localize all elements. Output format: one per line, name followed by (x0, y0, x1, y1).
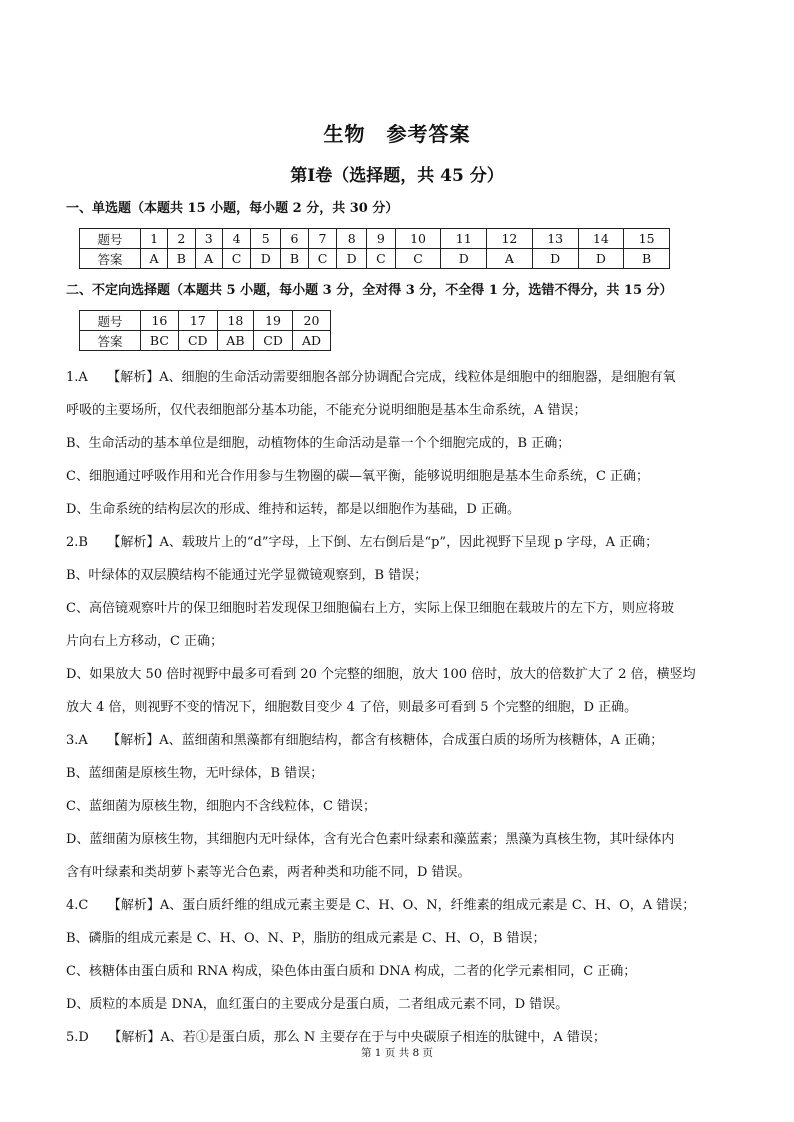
question-number: 17 (178, 311, 217, 331)
question-number: 15 (624, 229, 670, 249)
answer-cell: C (222, 249, 251, 269)
explanation-line: C、高倍镜观察叶片的保卫细胞时若发现保卫细胞偏右上方，实际上保卫细胞在载玻片的左下方，则应将玻 (66, 601, 674, 616)
question-number-row (80, 311, 331, 331)
explanation-line: B、磷脂的组成元素是 C、H、O、N、P，脂肪的组成元素是 C、H、O，B 错误； (66, 931, 546, 946)
answer-cell: B (624, 249, 670, 269)
page-footer: 第 1 页 共 8 页 (360, 1047, 434, 1059)
section-title: 第Ⅰ卷（选择题，共 45 分） (290, 166, 504, 186)
question-number: 9 (367, 229, 396, 249)
explanation-line: 呼吸的主要场所，仅代表细胞部分基本功能，不能充分说明细胞是基本生命系统，A 错误； (66, 403, 587, 418)
answer-cell: C (395, 249, 441, 269)
question-number: 12 (487, 229, 533, 249)
answer-cell: D (441, 249, 487, 269)
question-number: 4 (222, 229, 251, 249)
question-number: 5 (251, 229, 281, 249)
explanation-line: 5.D 【解析】A、若①是蛋白质，那么 N 主要存在于与中央碳原子相连的肽键中，A 错误； (66, 1030, 606, 1045)
multiple-choice-answer-table (79, 310, 331, 351)
row-label: 题号 (80, 229, 141, 249)
answer-cell: D (337, 249, 367, 269)
question-number: 3 (195, 229, 222, 249)
explanation-body (66, 361, 731, 1054)
answer-cell: A (487, 249, 533, 269)
question-number: 2 (168, 229, 196, 249)
answer-cell: CD (254, 331, 293, 351)
explanation-line: 3.A 【解析】A、蓝细菌和黑藻都有细胞结构，都含有核糖体，合成蛋白质的场所为核糖体，A 正确； (66, 733, 664, 748)
answer-cell: D (532, 249, 578, 269)
question-number: 1 (141, 229, 168, 249)
explanation-line: 片向右上方移动，C 正确； (66, 634, 224, 649)
question-number: 8 (337, 229, 367, 249)
question-number: 19 (254, 311, 293, 331)
explanation-line: D、质粒的本质是 DNA，血红蛋白的主要成分是蛋白质，二者组成元素不同，D 错误。 (66, 997, 569, 1012)
answer-cell: A (195, 249, 222, 269)
row-label: 题号 (80, 311, 141, 331)
explanation-line: 4.C 【解析】A、蛋白质纤维的组成元素主要是 C、H、O、N，纤维素的组成元素是 C、H、O，A 错误； (66, 898, 696, 913)
multiple-choice-heading: 二、不定向选择题（本题共 5 小题，每小题 3 分，全对得 3 分，不全得 1 分，选错不得分，共 15 分） (66, 283, 673, 298)
explanation-line: D、蓝细菌为原核生物，其细胞内无叶绿体，含有光合色素叶绿素和藻蓝素；黑藻为真核生物，其叶绿体内 (66, 832, 675, 847)
answer-cell: CD (178, 331, 217, 351)
single-choice-heading: 一、单选题（本题共 15 小题，每小题 2 分，共 30 分） (66, 201, 399, 216)
answer-row (80, 331, 331, 351)
answer-cell: AD (293, 331, 331, 351)
explanation-line: D、生命系统的结构层次的形成、维持和运转，都是以细胞作为基础，D 正确。 (66, 502, 520, 517)
question-number: 13 (532, 229, 578, 249)
explanation-line: D、如果放大 50 倍时视野中最多可看到 20 个完整的细胞，放大 100 倍时，放大的倍数扩大了 2 倍，横竖均 (66, 667, 696, 682)
answer-cell: BC (141, 331, 179, 351)
answer-cell: C (367, 249, 396, 269)
answer-cell: B (168, 249, 196, 269)
question-number: 7 (308, 229, 337, 249)
explanation-line: 2.B 【解析】A、载玻片上的“d”字母，上下倒、左右倒后是“p”，因此视野下呈现 p 字母，A 正确； (66, 535, 659, 550)
explanation-line: C、核糖体由蛋白质和 RNA 构成，染色体由蛋白质和 DNA 构成，二者的化学元素相同，C 正确； (66, 964, 637, 979)
question-number: 10 (395, 229, 441, 249)
question-number-row (80, 229, 670, 249)
question-number: 11 (441, 229, 487, 249)
answer-cell: D (251, 249, 281, 269)
row-label: 答案 (80, 331, 141, 351)
explanation-line: 1.A 【解析】A、细胞的生命活动需要细胞各部分协调配合完成，线粒体是细胞中的细胞器，是细胞有氧 (66, 370, 676, 385)
question-number: 14 (578, 229, 624, 249)
answer-row (80, 249, 670, 269)
explanation-line: 放大 4 倍，则视野不变的情况下，细胞数目变少 4 了倍，则最多可看到 5 个完整的细胞，D 正确。 (66, 700, 638, 715)
question-number: 18 (217, 311, 253, 331)
answer-cell: B (281, 249, 309, 269)
single-choice-answer-table (79, 228, 670, 269)
answer-cell: AB (217, 331, 253, 351)
question-number: 16 (141, 311, 179, 331)
row-label: 答案 (80, 249, 141, 269)
question-number: 6 (281, 229, 309, 249)
explanation-line: B、生命活动的基本单位是细胞，动植物体的生命活动是靠一个个细胞完成的，B 正确； (66, 436, 571, 451)
answer-cell: C (308, 249, 337, 269)
answer-cell: A (141, 249, 168, 269)
explanation-line: C、蓝细菌为原核生物，细胞内不含线粒体，C 错误； (66, 799, 377, 814)
answer-cell: D (578, 249, 624, 269)
explanation-line: 含有叶绿素和类胡萝卜素等光合色素，两者种类和功能不同，D 错误。 (66, 865, 471, 880)
explanation-line: B、蓝细菌是原核生物，无叶绿体，B 错误； (66, 766, 324, 781)
page-title: 生物 参考答案 (323, 122, 471, 146)
explanation-line: C、细胞通过呼吸作用和光合作用参与生物圈的碳—氧平衡，能够说明细胞是基本生命系统，C 正确； (66, 469, 650, 484)
explanation-line: B、叶绿体的双层膜结构不能通过光学显微镜观察到，B 错误； (66, 568, 428, 583)
question-number: 20 (293, 311, 331, 331)
